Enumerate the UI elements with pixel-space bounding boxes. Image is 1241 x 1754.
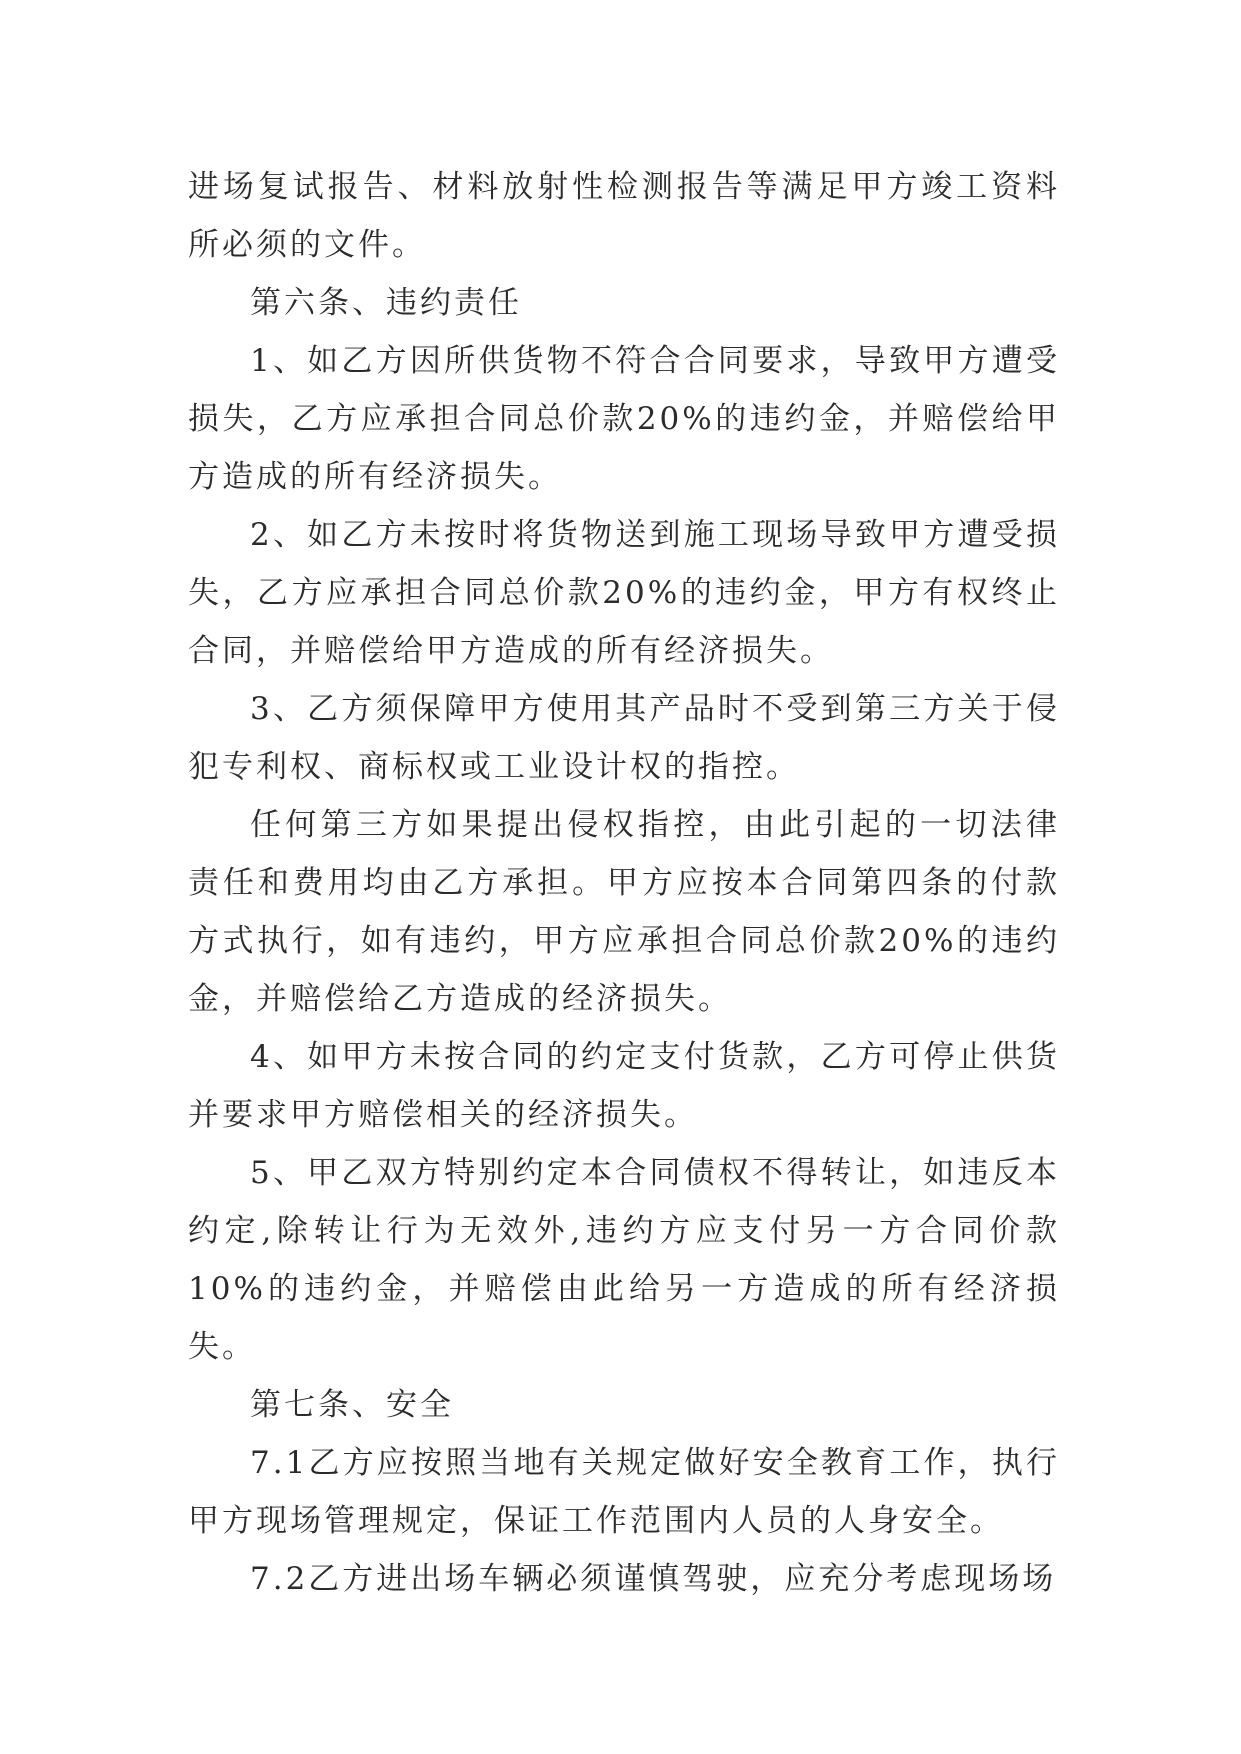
clause-6-4: 4、如甲方未按合同的约定支付货款，乙方可停止供货并要求甲方赔偿相关的经济损失。 [188,1039,1060,1133]
clause-7-1: 7.1乙方应按照当地有关规定做好安全教育工作，执行甲方现场管理规定，保证工作范围内人员的人身安全。 [188,1445,1060,1539]
clause-6-3-continued: 任何第三方如果提出侵权指控，由此引起的一切法律责任和费用均由乙方承担。甲方应按本合同第四条的付款方式执行，如有违约，甲方应承担合同总价款20%的违约金，并赔偿给乙方造成的经济损失。 [188,807,1060,1017]
section-heading-7: 第七条、安全 [250,1387,454,1423]
document-body [188,158,1060,1608]
clause-6-3: 3、乙方须保障甲方使用其产品时不受到第三方关于侵犯专利权、商标权或工业设计权的指控。 [188,691,1060,785]
clause-6-2: 2、如乙方未按时将货物送到施工现场导致甲方遭受损失，乙方应承担合同总价款20%的违约金，甲方有权终止合同，并赔偿给甲方造成的所有经济损失。 [188,517,1060,669]
clause-6-1: 1、如乙方因所供货物不符合合同要求，导致甲方遭受损失，乙方应承担合同总价款20%的违约金，并赔偿给甲方造成的所有经济损失。 [188,343,1060,495]
section-heading-6: 第六条、违约责任 [250,285,522,321]
clause-6-5: 5、甲乙双方特别约定本合同债权不得转让，如违反本约定,除转让行为无效外,违约方应支付另一方合同价款10%的违约金，并赔偿由此给另一方造成的所有经济损失。 [188,1155,1060,1365]
paragraph-continuation: 进场复试报告、材料放射性检测报告等满足甲方竣工资料所必须的文件。 [188,169,1060,263]
clause-7-2: 7.2乙方进出场车辆必须谨慎驾驶，应充分考虑现场场 [250,1561,1057,1597]
